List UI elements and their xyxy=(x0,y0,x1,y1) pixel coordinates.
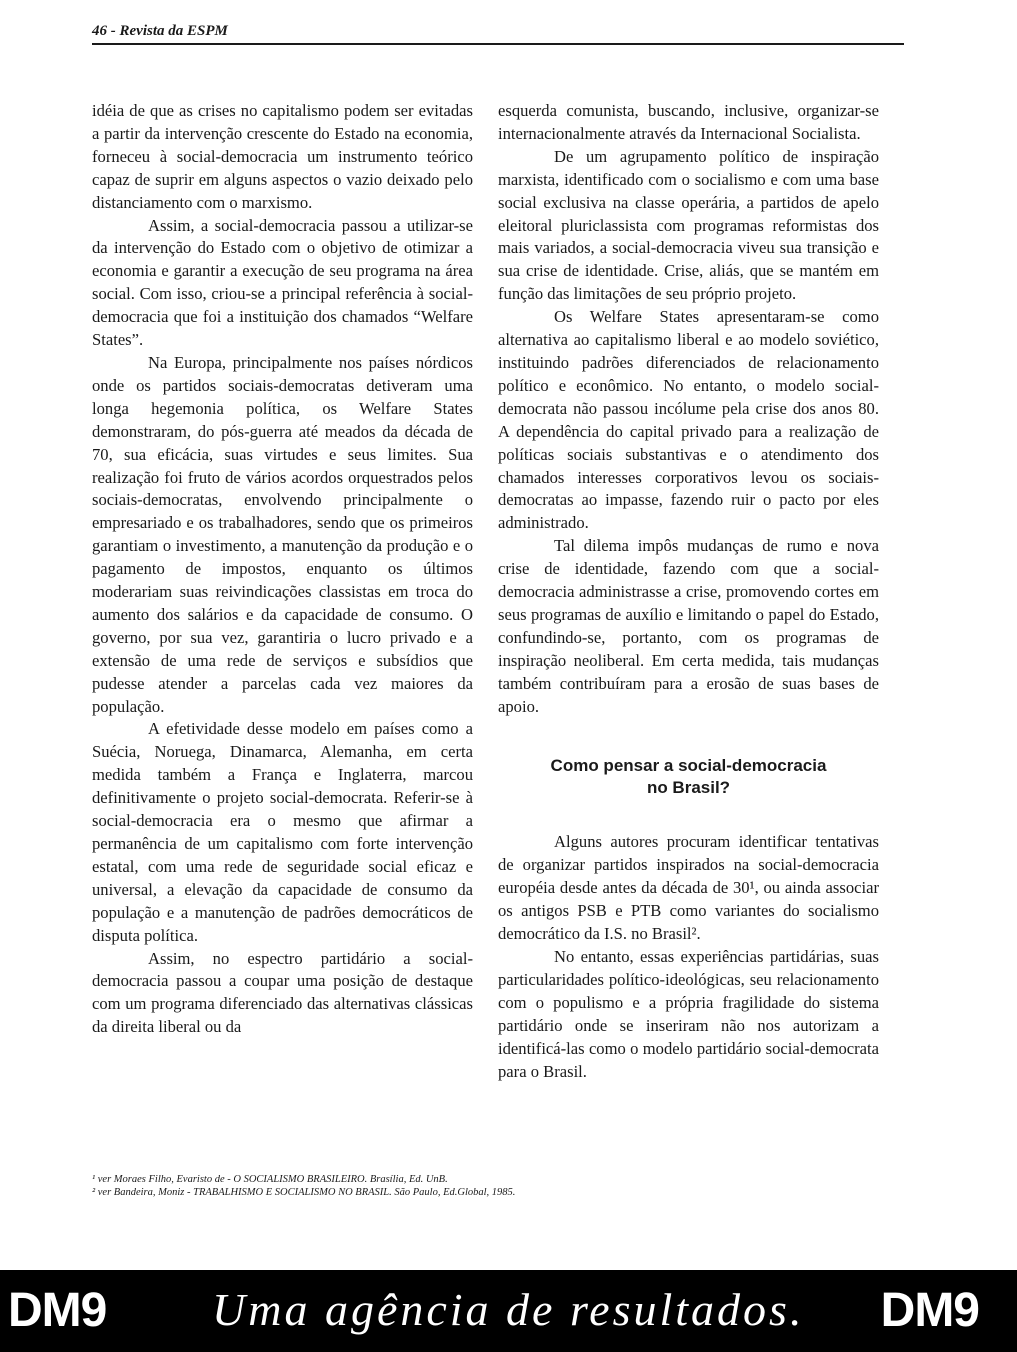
footnote: ¹ ver Moraes Filho, Evaristo de - O SOCIALISMO BRASILEIRO. Brasília, Ed. UnB. xyxy=(92,1174,448,1185)
left-column xyxy=(92,100,473,1039)
dm9-logo: DM9 xyxy=(880,1284,979,1337)
section-heading xyxy=(498,755,879,799)
paragraph: esquerda comunista, buscando, inclusive, organizar-se internacionalmente através da Internacional Socialista. xyxy=(498,101,879,143)
paragraph: Alguns autores procuram identificar tentativas de organizar partidos inspirados na social-democracia européia desde antes da década de 30¹, ou ainda associar os antigos PSB e PTB como variantes do socialismo democrático da I.S. no Brasil². xyxy=(498,832,879,944)
paragraph: Os Welfare States apresentaram-se como alternativa ao capitalismo liberal e ao modelo soviético, instituindo padrões diferenciados de relacionamento político e econômico. No entanto, o modelo social-democrata não passou incólume pela crise dos anos 80. A dependência do capital privado para a realização de políticas sociais substantivas e o atendimento dos chamados interesses corporativos levou os sociais-democratas ao impasse, fazendo ruir o pacto por eles administrado. xyxy=(498,307,879,533)
paragraph: A efetividade desse modelo em países como a Suécia, Noruega, Dinamarca, Alemanha, em certa medida também a França e Inglaterra, marcou definitivamente o projeto social-democrata. Referir-se à social-democracia era o mesmo que afirmar a permanência de um capitalismo com forte intervenção estatal, com uma rede de seguridade social eficaz e universal, a elevação da capacidade de consumo da população e a manutenção de padrões democráticos de disputa política. xyxy=(92,719,473,945)
right-column xyxy=(498,100,879,1083)
section-heading-line: no Brasil? xyxy=(646,778,731,798)
paragraph: No entanto, essas experiências partidárias, suas particularidades político-ideológicas, seu relacionamento com o populismo e a própria fragilidade do sistema partidário onde se inseriram não nos autorizam a identificá-las como o modelo partidário social-democrata para o Brasil. xyxy=(498,947,879,1081)
running-header xyxy=(92,22,904,45)
paragraph: De um agrupamento político de inspiração marxista, identificado com o socialismo e com uma base social exclusiva na classe operária, a partidos de apelo eleitoral pluriclassista com programas reformistas dos mais variados, a social-democracia viveu sua transição e sua crise de identidade. Crise, aliás, que se mantém em função das limitações de seu próprio projeto. xyxy=(498,146,879,304)
dm9-logo: DM9 xyxy=(8,1284,107,1337)
running-title: 46 - Revista da ESPM xyxy=(92,23,228,39)
paragraph: Assim, a social-democracia passou a utilizar-se da intervenção do Estado com o objetivo de otimizar a economia e garantir a execução de seu programa na área social. Com isso, criou-se a principal referência à social-democracia que foi a instituição dos chamados “Welfare States”. xyxy=(92,215,473,350)
paragraph: Na Europa, principalmente nos países nórdicos onde os partidos sociais-democratas detiveram uma longa hegemonia política, os Welfare States demonstraram, do pós-guerra até meados da década de 70, sua eficácia, suas virtudes e seus limites. Sua realização foi fruto de vários acordos orquestrados pelos sociais-democratas, envolvendo principalmente o empresariado e os trabalhadores, sendo que os primeiros garantiam o investimento, a manutenção da produção e o pagamento de impostos, enquanto os últimos moderariam suas reivindicações classistas em troca do aumento dos salários e da capacidade de consumo. O governo, por sua vez, garantiria o lucro privado e a extensão de uma rede de serviços e subsídios que pudesse atender a parcelas cada vez maiores da população. xyxy=(92,352,473,716)
banner-slogan: Uma agência de resultados. xyxy=(212,1284,805,1335)
advertisement-banner xyxy=(0,1270,1017,1352)
footnote: ² ver Bandeira, Moniz - TRABALHISMO E SOCIALISMO NO BRASIL. São Paulo, Ed.Global, 1985. xyxy=(92,1187,516,1198)
paragraph: Assim, no espectro partidário a social-democracia passou a coupar uma posição de destaque com um programa diferenciado das alternativas clássicas da direita liberal ou da xyxy=(92,948,473,1037)
footnotes xyxy=(92,1173,904,1199)
section-heading-line: Como pensar a social-democracia xyxy=(550,756,827,776)
paragraph: idéia de que as crises no capitalismo podem ser evitadas a partir da intervenção crescente do Estado na economia, forneceu à social-democracia um instrumento teórico capaz de suprir em alguns aspectos o vazio deixado pelo distanciamento com o marxismo. xyxy=(92,101,473,212)
paragraph: Tal dilema impôs mudanças de rumo e nova crise de identidade, fazendo com que a social-democracia administrasse a crise, promovendo cortes em seus programas de auxílio e limitando o papel do Estado, confundindo-se, portanto, com os programas de inspiração neoliberal. Em certa medida, tais mudanças também contribuíram para a erosão de suas bases de apoio. xyxy=(498,536,879,716)
